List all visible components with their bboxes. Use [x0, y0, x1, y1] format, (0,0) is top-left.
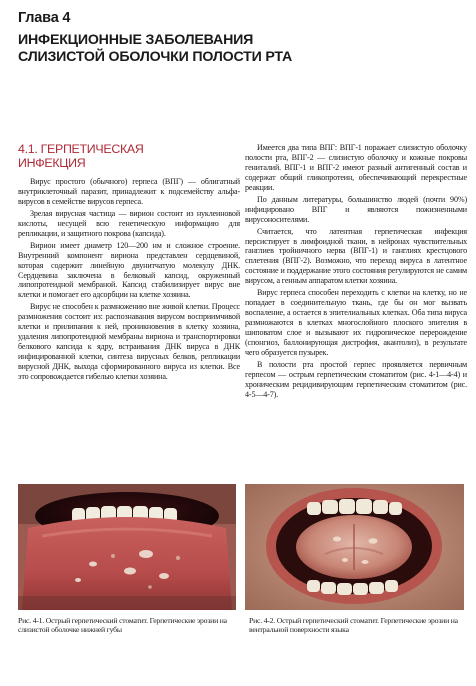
body-paragraph: Зрелая вирусная частица — вирион состоит из нуклеиновой кислоты, несущей всю генетическую информацию для репликации, и защитного покрова (капсида).	[18, 208, 240, 238]
body-paragraph: Вирус простого (обычного) герпеса (ВПГ) — облигатный внутриклеточный паразит, принадлежит к подсемейству альфа-вирусов в семействе вирусов герпеса.	[18, 177, 240, 206]
body-paragraph: В полости рта простой герпес проявляется первичным герпесом — острым герпетическим стоматитом (рис. 4-1—4-4) и хроническим рецидивирующим герпетическим стоматитом (рис. 4-5—4-7).	[245, 359, 467, 399]
body-paragraph: Вирион имеет диаметр 120—200 нм и сложное строение. Внутренний компонент вириона представлен сердцевиной, которая содержит линейную двунитчатую молекулу ДНК. Сердцевина заключена в белковый капсид, окруженный липопротеидной мембраной. Капсид стабилизирует вирус вне клетки и помогает его адсорбции на клетке хозяина.	[18, 240, 240, 300]
left-column	[18, 143, 240, 382]
body-paragraph: Считается, что латентная герпетическая инфекция персистирует в лимфоидной ткани, в нейронах чувствительных ганглиев тройничного нерва (ВПГ-1) и ганглиях крестцового сплетения (ВПГ-2). Возможно, что переход вируса в латентное состояние и поддержание этого состояния регулируются не самим вирусом, а генным аппаратом клетки хозяина.	[245, 226, 467, 286]
body-paragraph: Имеется два типа ВПГ: ВПГ-1 поражает слизистую оболочку полости рта, ВПГ-2 — слизистую оболочку и кожные покровы гениталий. ВПГ-1 и ВПГ-2 имеют разный антигенный состав и содержат общий гликопротеин, обеспечивающий перекрестные реакции.	[245, 143, 467, 192]
figure-4-2-caption: Рис. 4-2. Острый герпетический стоматит. Герпетические эрозии на вентральной поверхности языка	[249, 616, 458, 634]
chapter-title	[18, 32, 458, 66]
chapter-title-line-2: СЛИЗИСТОЙ ОБОЛОЧКИ ПОЛОСТИ РТА	[18, 49, 293, 65]
section-heading	[18, 143, 240, 170]
section-heading-line-2: ИНФЕКЦИЯ	[18, 155, 86, 170]
body-paragraph: По данным литературы, большинство людей (почти 90%) инфицировано ВПГ и являются пожизненными вирусоносителями.	[245, 194, 467, 224]
chapter-label: Глава 4	[18, 10, 71, 26]
right-column	[245, 143, 467, 399]
figure-4-1-caption: Рис. 4-1. Острый герпетический стоматит. Герпетические эрозии на слизистой оболочке нижней губы	[18, 616, 227, 634]
body-paragraph: Вирус герпеса способен переходить с клетки на клетку, но не попадает в соединительную ткань, где бы он мог вызвать воспаление, а остается в эпителиальных клетках. Оба типа вируса размножаются в клетках многослойного плоского эпителия в шиповатом слое и вызывают их гидропическое перерождение (спонгиоз, баллонирующая дистрофия, акантолиз), в результате чего образуется пузырек.	[245, 288, 467, 357]
figure-4-2-photo	[245, 484, 464, 610]
section-heading-line-1: 4.1. ГЕРПЕТИЧЕСКАЯ	[18, 142, 144, 156]
body-paragraph: Вирус не способен к размножению вне живой клетки. Процесс размножения состоит из: распознавания вирусом восприимчивой клетки и прилипания к ней, проникновения в клетку хозяина, удаления липопротеидной мембраны вириона и транспортировки белкового капсида к ядру, встраивания ДНК вируса в ДНК инфицированной клетки, синтеза вирусных белков, репликации вирусной ДНК, выхода сформированного вируса из клетки. Все это сопровождается гибелью клетки хозяина.	[18, 302, 240, 381]
figure-4-1-photo	[18, 484, 236, 610]
chapter-title-line-1: ИНФЕКЦИОННЫЕ ЗАБОЛЕВАНИЯ	[18, 32, 254, 48]
